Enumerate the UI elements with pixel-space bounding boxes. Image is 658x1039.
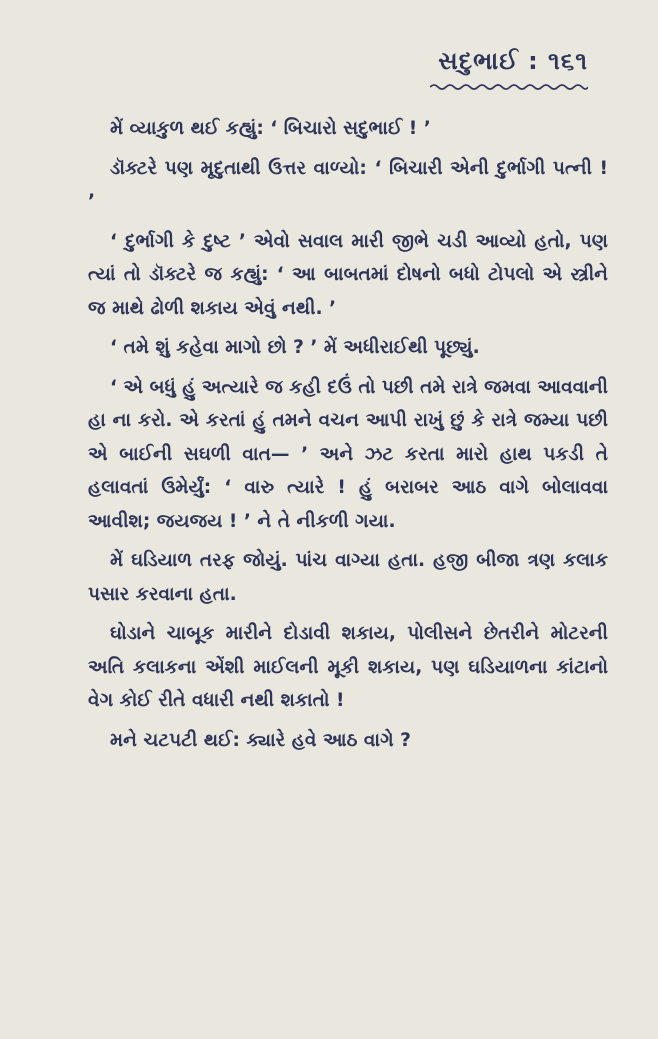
wavy-rule-decoration [430, 83, 588, 91]
paragraph-7: ઘોડાને ચાબૂક મારીને દોડાવી શકાય, પોલીસને છેતરીને મોટરની અતિ કલાકના એંશી માઈલની મૂકી શકાય, પણ ઘડિયાળના કાંટાનો વેગ કોઈ રીતે વધારી નથી શકાતો ! [88, 623, 608, 711]
paragraph-3: ‘ દુર્ભાગી કે દુષ્ટ ’ એવો સવાલ મારી જીભે ચડી આવ્યો હતો, પણ ત્યાં તો ડૉક્ટરે જ કહ્યું: ‘ આ બાબતમાં દોષનો બધો ટોપલો એ સ્ત્રીને જ માથે ઢોળી શકાય એવું નથી. ’ [88, 230, 608, 319]
page-header-title: સદુભાઈ : ૧૬૧ [438, 47, 588, 75]
running-header [408, 46, 588, 95]
paragraph-6: મેં ઘડિયાળ તરફ જોયું. પાંચ વાગ્યા હતા. હજી બીજા ત્રણ કલાક પસાર કરવાના હતા. [88, 550, 608, 605]
paragraph-4: ‘ તમે શું કહેવા માગો છો ? ’ મેં અધીરાઈથી પૂછ્યું. [110, 337, 480, 358]
body-text [88, 112, 608, 757]
paragraph-8: મને ચટપટી થઈ: ક્યારે હવે આઠ વાગે ? [110, 729, 411, 751]
paragraph-5: ‘ એ બધું હું અત્યારે જ કહી દઉં તો પછી તમે રાત્રે જમવા આવવાની હા ના કરો. એ કરતાં હું તમને વચન આપી રાખું છું કે રાત્રે જમ્યા પછી એ બાઈની સઘળી વાત— ’ અને ઝટ કરતા મારો હાથ પકડી તે હલાવતાં ઉમેર્યું: ‘ વારુ ત્યારે ! હું બરાબર આઠ વાગે બોલાવવા આવીશ; જયજય ! ’ ને તે નીકળી ગયા. [88, 376, 608, 532]
paragraph-2: ડૉક્ટરે પણ મૃદુતાથી ઉત્તર વાળ્યો: ‘ બિચારી એની દુર્ભાગી પત્ની ! ’ [88, 157, 608, 212]
paragraph-1: મેં વ્યાકુળ થઈ કહ્યું: ‘ બિચારો સદુભાઈ ! ’ [110, 118, 431, 139]
